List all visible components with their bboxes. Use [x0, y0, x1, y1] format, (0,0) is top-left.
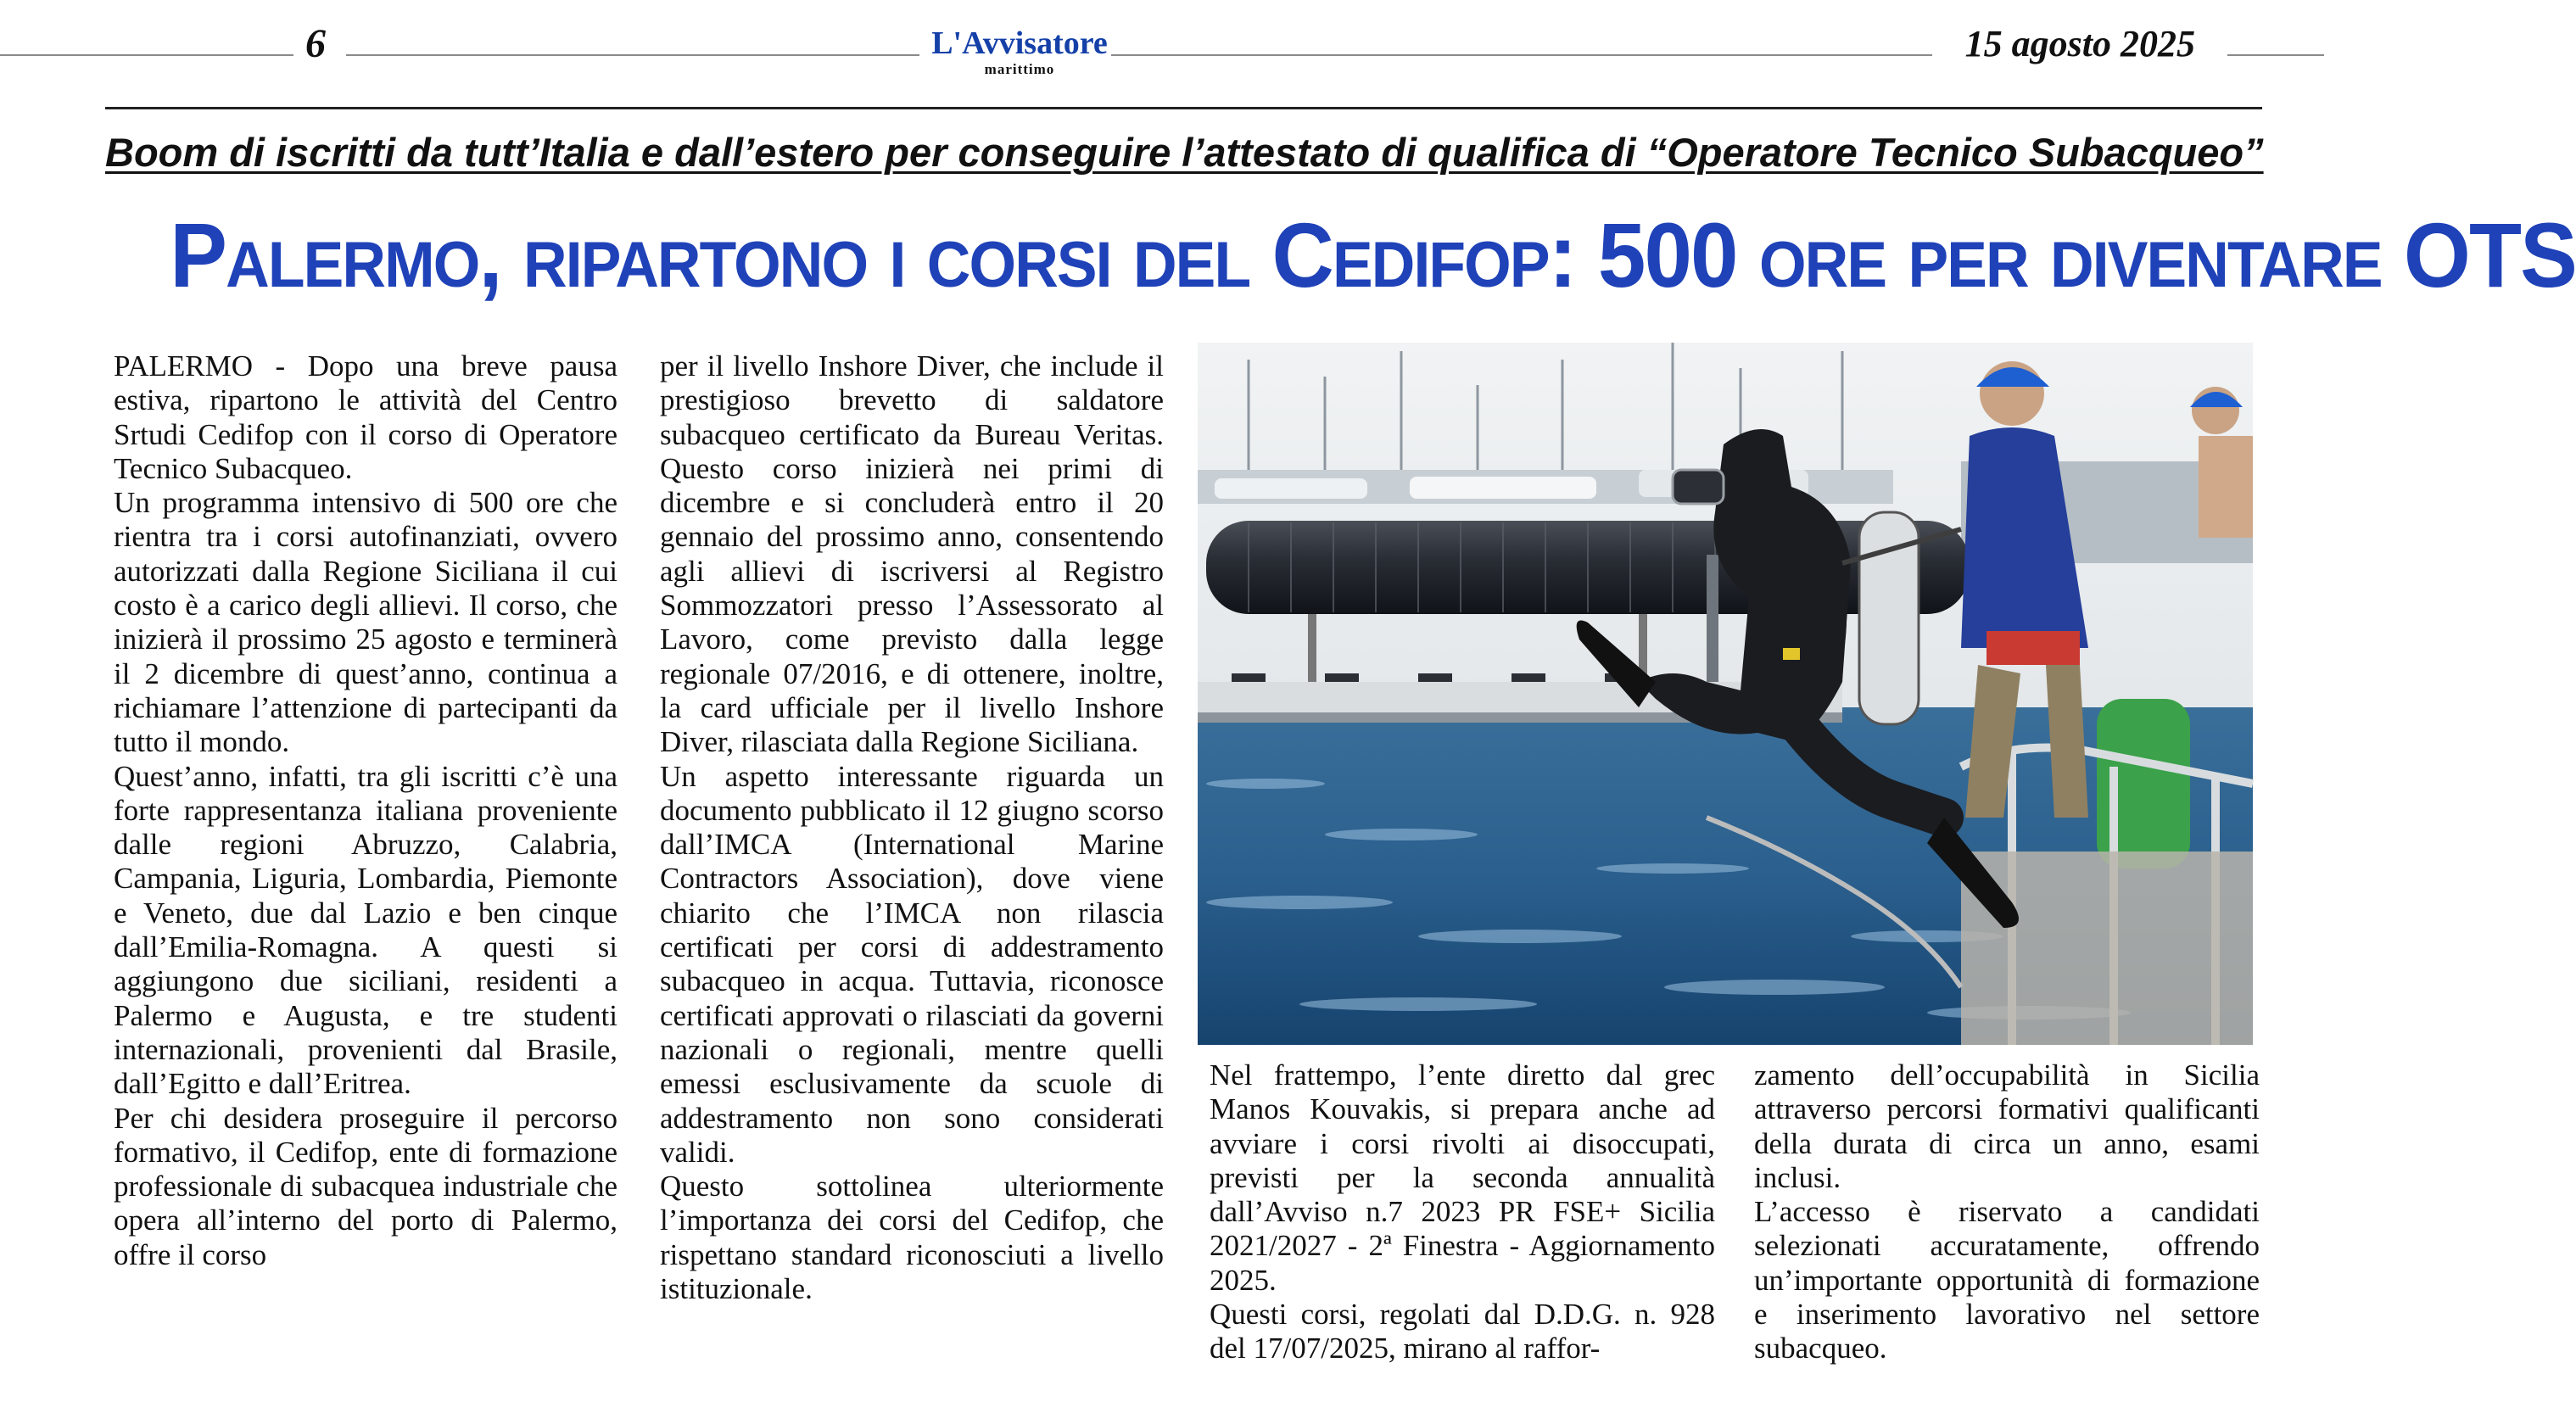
paragraph: Un aspetto interessante riguarda un documento pubblicato il 12 giugno scorso dall’IMCA (International Marine Contractors Association), dove viene chiarito che l’IMCA non rilascia certificati per corsi di addestramento subacqueo in acqua. Tuttavia, riconosce certificati approvati o rilasciati da governi nazionali o regionali, mentre quelli emessi esclusivamente da scuole di addestramento non sono considerati validi. — [660, 759, 1164, 1169]
paragraph: Quest’anno, infatti, tra gli iscritti c’è una forte rappresentanza italiana proveniente dalle regioni Abruzzo, Calabria, Campania, Liguria, Lombardia, Piemonte e Veneto, due dal Lazio e ben cinque dall’Emilia-Romagna. A questi si aggiungono due siciliani, residenti a Palermo e Augusta, e tre studenti internazionali, provenienti dal Brasile, dall’Egitto e dall’Eritrea. — [114, 759, 617, 1101]
header-rule-mid-right — [1111, 54, 1932, 56]
article-column-4 — [1754, 1058, 2260, 1366]
article-column-3 — [1210, 1058, 1715, 1366]
paragraph: per il livello Inshore Diver, che include il prestigioso brevetto di saldatore subacqueo certificato da Bureau Veritas. Questo corso inizierà nei primi di dicembre e si concluderà entro il 20 gennaio del prossimo anno, consentendo agli allievi di iscriversi al Registro Sommozzatori presso l’Assessorato al Lavoro, come previsto dalla legge regionale 07/2016, e di ottenere, inoltre, la card ufficiale per il livello Inshore Diver, rilasciata dalla Regione Siciliana. — [660, 349, 1164, 759]
paragraph: Un programma intensivo di 500 ore che rientra tra i corsi autofinanziati, ovvero autorizzati dalla Regione Siciliana il cui costo è a carico degli allievi. Il corso, che inizierà il prossimo 25 agosto e terminerà il 2 dicembre di quest’anno, continua a richiamare l’attenzione di partecipanti da tutto il mondo. — [114, 486, 617, 759]
header-rule-left — [0, 54, 293, 56]
photo-diver-harbor — [1198, 343, 2253, 1045]
paragraph: Nel frattempo, l’ente diretto dal grec Manos Kouvakis, si prepara anche ad avviare i corsi rivolti ai disoccupati, previsti per la seconda annualità dall’Avviso n.7 2023 PR FSE+ Sicilia 2021/2027 - 2ª Finestra - Aggiornamento 2025. — [1210, 1058, 1715, 1297]
article-photo — [1198, 343, 2253, 1045]
paragraph: Questi corsi, regolati dal D.D.G. n. 928 del 17/07/2025, mirano al raffor- — [1210, 1298, 1715, 1365]
masthead-name: L'Avvisatore — [931, 25, 1108, 61]
header-rule-mid-left — [346, 54, 919, 56]
page-number: 6 — [305, 21, 326, 66]
top-divider — [105, 107, 2262, 109]
article-headline: Palermo, ripartono i corsi del Cedifop: 500 ore per diventare OTS — [170, 204, 2576, 306]
paragraph: Per chi desidera proseguire il percorso formativo, il Cedifop, ente di formazione professionale di subacquea industriale che opera all’interno del porto di Palermo, offre il corso — [114, 1101, 617, 1271]
paragraph: zamento dell’occupabilità in Sicilia attraverso percorsi formativi qualificanti della durata di circa un anno, esami inclusi. — [1754, 1058, 2260, 1194]
paragraph: L’accesso è riservato a candidati selezionati accuratamente, offrendo un’importante opportunità di formazione e inserimento lavorativo nel settore subacqueo. — [1754, 1195, 2260, 1365]
header-rule-right — [2227, 54, 2324, 56]
page-date: 15 agosto 2025 — [1964, 23, 2195, 64]
masthead-sub: marittimo — [984, 61, 1055, 77]
article-column-2 — [660, 349, 1164, 1306]
paragraph: PALERMO - Dopo una breve pausa estiva, ripartono le attività del Centro Srtudi Cedifop con il corso di Operatore Tecnico Subacqueo. — [114, 349, 617, 485]
article-kicker: Boom di iscritti da tutt’Italia e dall’estero per conseguire l’attestato di qualifica di “Operatore Tecnico Subacqueo” — [105, 130, 2264, 175]
article-column-1 — [114, 349, 617, 1272]
paragraph: Questo sottolinea ulteriormente l’importanza dei corsi del Cedifop, che rispettano standard riconosciuti a livello istituzionale. — [660, 1170, 1164, 1306]
masthead-logo — [926, 27, 1113, 78]
